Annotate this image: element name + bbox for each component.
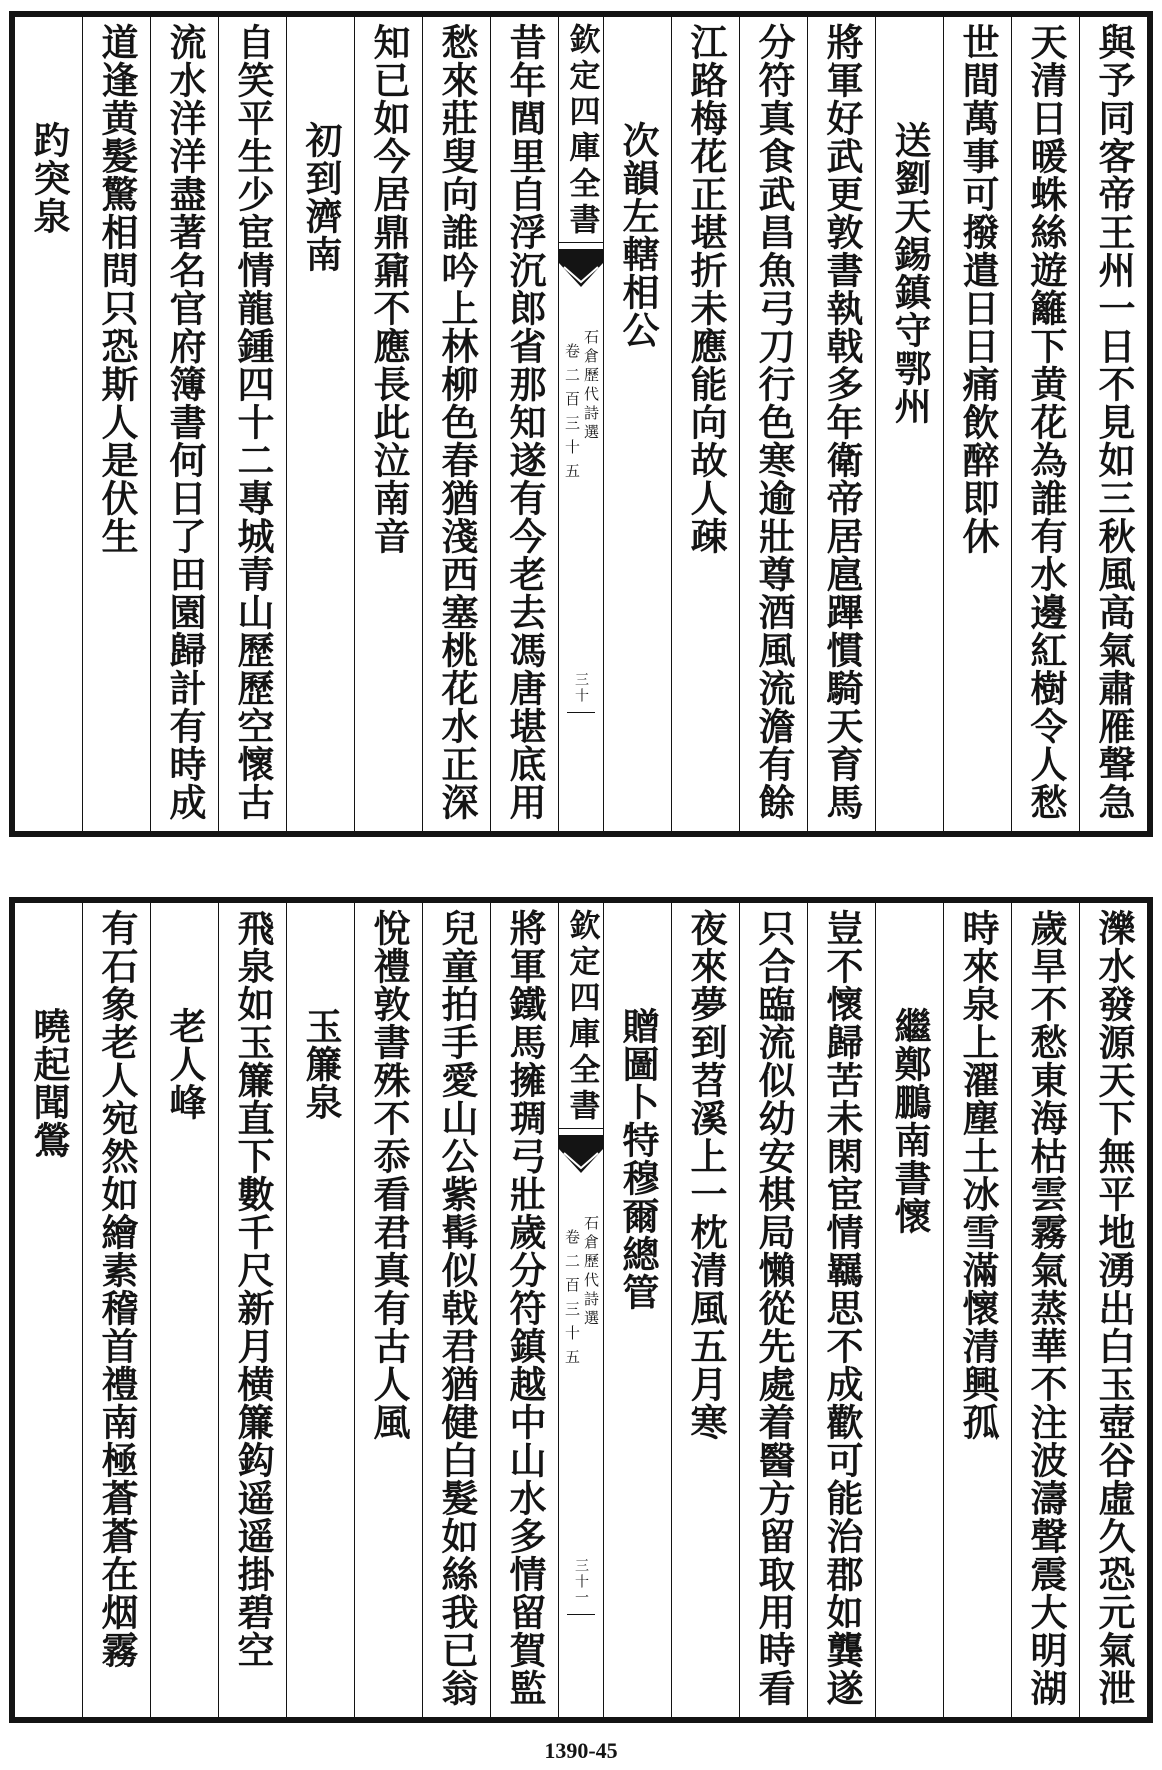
book-title: 欽定四庫全書 bbox=[563, 23, 600, 239]
poem-title-column bbox=[603, 17, 671, 831]
verse-column bbox=[1079, 903, 1147, 1717]
verse-text: 分符真食武昌魚弓刀行色寒逾壯尊酒風流澹有餘 bbox=[752, 23, 796, 821]
left-half-columns bbox=[15, 17, 559, 831]
leaf-number-text: 三十 bbox=[573, 672, 589, 704]
verse-column bbox=[671, 17, 739, 831]
verse-column bbox=[739, 17, 807, 831]
lower-page-panel bbox=[9, 897, 1153, 1723]
poem-title: 贈圖卜特穆爾總管 bbox=[616, 1007, 660, 1311]
poem-title-column bbox=[151, 903, 219, 1717]
verse-column bbox=[1011, 903, 1079, 1717]
fold-subtitle bbox=[559, 329, 603, 487]
verse-column bbox=[83, 17, 151, 831]
leaf-number bbox=[567, 1558, 595, 1615]
poem-title-column bbox=[875, 17, 943, 831]
verse-text: 時來泉上濯塵土冰雪滿懷清興孤 bbox=[956, 909, 1000, 1441]
verse-column bbox=[83, 903, 151, 1717]
verse-text: 自笑平生少宦情龍鍾四十二專城青山歷歷空懷古 bbox=[231, 23, 275, 821]
verse-column bbox=[943, 17, 1011, 831]
verse-column bbox=[219, 903, 287, 1717]
volume-label: 卷二百三十五 bbox=[563, 1229, 581, 1373]
verse-text: 天清日暖蛛絲遊籬下黄花為誰有水邊紅樹令人愁 bbox=[1024, 23, 1068, 821]
verse-text: 只合臨流似幼安棋局懶從先處着醫方留取用時看 bbox=[752, 909, 796, 1707]
verse-text: 江路梅花正堪折未應能向故人疎 bbox=[684, 23, 728, 555]
poem-title-column bbox=[15, 903, 83, 1717]
verse-text: 道逢黄髮驚相問只恐斯人是伏生 bbox=[95, 23, 139, 555]
poem-title-column bbox=[875, 903, 943, 1717]
verse-text: 愁來莊叟向誰吟上林柳色春猶淺西塞桃花水正深 bbox=[435, 23, 479, 821]
verse-column bbox=[1079, 17, 1147, 831]
fold-header bbox=[559, 17, 603, 243]
poem-title-column bbox=[603, 903, 671, 1717]
verse-column bbox=[355, 903, 423, 1717]
verse-text: 知已如今居鼎鼐不應長此泣南音 bbox=[367, 23, 411, 555]
verse-text: 世間萬事可撥遣日日痛飲醉即休 bbox=[956, 23, 1000, 555]
verse-column bbox=[423, 17, 491, 831]
verse-column bbox=[1011, 17, 1079, 831]
verse-column bbox=[671, 903, 739, 1717]
poem-title-column bbox=[287, 903, 355, 1717]
left-half-columns bbox=[15, 903, 559, 1717]
poem-title: 玉簾泉 bbox=[299, 1007, 343, 1121]
center-fold bbox=[559, 903, 603, 1717]
verse-column bbox=[807, 903, 875, 1717]
fishtail-mark bbox=[559, 1135, 603, 1175]
poem-title: 曉起聞鶯 bbox=[27, 1007, 71, 1159]
verse-column bbox=[943, 903, 1011, 1717]
leaf-number-text: 三十一 bbox=[573, 1558, 589, 1606]
verse-column bbox=[151, 17, 219, 831]
verse-text: 將軍好武更敦書執戟多年衛帝居扈蹕慣騎天育馬 bbox=[820, 23, 864, 821]
right-half-columns bbox=[603, 903, 1147, 1717]
verse-text: 將軍鐵馬擁琱弓壯歲分符鎮越中山水多情留賀監 bbox=[503, 909, 547, 1707]
work-title: 石倉歷代詩選 bbox=[582, 1215, 600, 1329]
volume-label: 卷二百三十五 bbox=[563, 343, 581, 487]
verse-column bbox=[807, 17, 875, 831]
verse-column bbox=[219, 17, 287, 831]
poem-title: 次韻左轄相公 bbox=[616, 121, 660, 349]
upper-page-panel bbox=[9, 11, 1153, 837]
center-fold bbox=[559, 17, 603, 831]
poem-title-column bbox=[287, 17, 355, 831]
poem-title: 趵突泉 bbox=[27, 121, 71, 235]
right-half-columns bbox=[603, 17, 1147, 831]
verse-text: 濼水發源天下無平地湧出白玉壺谷虛久恐元氣泄 bbox=[1092, 909, 1136, 1707]
verse-text: 兒童拍手愛山公紫髯似戟君猶健白髮如絲我已翁 bbox=[435, 909, 479, 1707]
work-title: 石倉歷代詩選 bbox=[582, 329, 600, 443]
verse-text: 豈不懷歸苦未閑宦情羈思不成歡可能治郡如龔遂 bbox=[820, 909, 864, 1707]
verse-text: 昔年閭里自浮沉郎省那知遂有今老去馮唐堪底用 bbox=[503, 23, 547, 821]
poem-title: 老人峰 bbox=[163, 1007, 207, 1121]
poem-title: 初到濟南 bbox=[299, 121, 343, 273]
fold-subtitle bbox=[559, 1215, 603, 1373]
verse-text: 悅禮敦書殊不忝看君真有古人風 bbox=[367, 909, 411, 1441]
poem-title: 送劉天錫鎮守鄂州 bbox=[888, 121, 932, 425]
verse-text: 與予同客帝王州一日不見如三秋風高氣肅雁聲急 bbox=[1092, 23, 1136, 821]
poem-title-column bbox=[15, 17, 83, 831]
verse-column bbox=[739, 903, 807, 1717]
verse-text: 流水洋洋盡著名官府簿書何日了田園歸計有時成 bbox=[163, 23, 207, 821]
verse-column bbox=[491, 903, 559, 1717]
page-footer-number: 1390-45 bbox=[544, 1738, 618, 1763]
verse-text: 夜來夢到苕溪上一枕清風五月寒 bbox=[684, 909, 728, 1441]
fishtail-mark bbox=[559, 249, 603, 289]
verse-text: 飛泉如玉簾直下數千尺新月横簾鈎遥遥掛碧空 bbox=[231, 909, 275, 1669]
verse-text: 有石象老人宛然如繪素稽首禮南極蒼蒼在烟霧 bbox=[95, 909, 139, 1669]
book-title: 欽定四庫全書 bbox=[563, 909, 600, 1125]
poem-title: 繼鄭鵬南書懷 bbox=[888, 1007, 932, 1235]
verse-text: 歲旱不愁東海枯雲霧氣蒸華不注波濤聲震大明湖 bbox=[1024, 909, 1068, 1707]
verse-column bbox=[423, 903, 491, 1717]
verse-column bbox=[355, 17, 423, 831]
leaf-number bbox=[567, 672, 595, 713]
verse-column bbox=[491, 17, 559, 831]
fold-header bbox=[559, 903, 603, 1129]
